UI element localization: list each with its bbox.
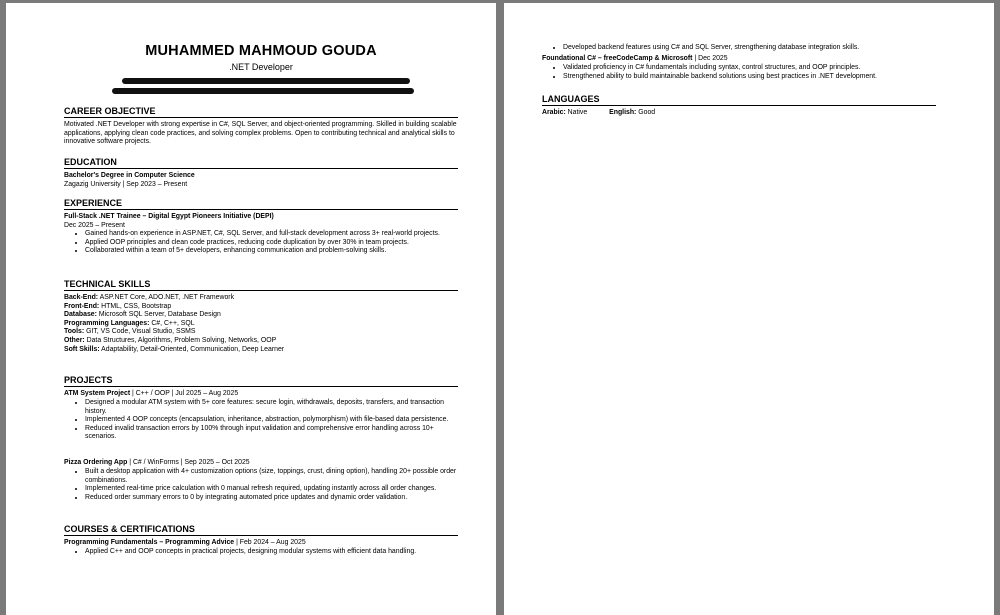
skill-label: Back-End:	[64, 294, 99, 301]
skill-label: Programming Languages:	[64, 319, 150, 327]
skill-value: Microsoft SQL Server, Database Design	[98, 311, 221, 319]
skill-label: Database:	[64, 311, 97, 319]
list-item: • Implemented 4 OOP concepts (encapsulation, inheritance, abstraction, polymorphism) with file-based data persistence.	[85, 416, 458, 425]
project-pizza-heading	[64, 459, 458, 468]
resume-page-2	[504, 3, 994, 615]
skill-label: Tools:	[64, 328, 85, 336]
section-courses-title: COURSES & CERTIFICATIONS	[64, 524, 458, 536]
skill-row	[64, 320, 458, 329]
redacted-contact-line-1	[122, 78, 410, 84]
language-value: Good	[638, 109, 656, 116]
skill-value: ASP.NET Core, ADO.NET, .NET Framework	[99, 294, 235, 301]
experience-role: Full-Stack .NET Trainee – Digital Egypt Pioneers Initiative (DEPI)	[64, 213, 274, 220]
project-pizza-bullets	[64, 468, 458, 502]
section-experience-title: EXPERIENCE	[64, 198, 458, 210]
course-csharp-heading	[542, 55, 936, 64]
career-objective-text: Motivated .NET Developer with strong expertise in C#, SQL Server, and object-oriented programming. Skilled in building scalable applications, applying clean code practices, and solving complex problems. Open to contributing technical and analytical skills to innovative software projects.	[64, 121, 457, 146]
language-value: Native	[567, 109, 588, 116]
list-item: • Reduced invalid transaction errors by 100% through input validation and comprehensive error handling across 10+ scenarios.	[85, 425, 458, 442]
section-languages-title: LANGUAGES	[542, 94, 936, 106]
language-label: English:	[609, 109, 637, 116]
project-atm-bullets	[64, 399, 458, 442]
course-csharp-name: Foundational C# – freeCodeCamp & Microsoft	[542, 55, 693, 62]
project-pizza-name: Pizza Ordering App	[64, 459, 128, 466]
list-item: • Built a desktop application with 4+ customization options (size, toppings, crust, dining option), handling 20+ possible order combinations.	[85, 468, 458, 485]
project-atm-heading	[64, 390, 458, 399]
section-technical-skills-title: TECHNICAL SKILLS	[64, 279, 458, 291]
list-item: • Applied OOP principles and clean code practices, reducing code duplication by over 30% in team projects.	[85, 239, 458, 248]
course-prog-bullets	[64, 548, 458, 557]
list-item: • Validated proficiency in C# fundamentals including syntax, control structures, and OOP principles.	[563, 64, 936, 73]
resume-page-1	[6, 3, 496, 615]
course-prog-heading	[64, 539, 458, 548]
course-csharp-bullets	[542, 64, 936, 81]
project-atm-name: ATM System Project	[64, 390, 131, 397]
section-career-objective-title: CAREER OBJECTIVE	[64, 106, 458, 118]
language-item	[542, 109, 597, 116]
project-pizza-meta: | C# / WinForms | Sep 2025 – Oct 2025	[129, 459, 250, 466]
list-item: • Collaborated within a team of 5+ developers, enhancing communication and problem-solving skills.	[85, 247, 458, 256]
list-item: • Gained hands-on experience in ASP.NET, C#, SQL Server, and full-stack development across 3+ real-world projects.	[85, 230, 458, 239]
list-item: • Strengthened ability to build maintainable backend solutions using best practices in .NET development.	[563, 73, 936, 82]
language-label: Arabic:	[542, 109, 566, 116]
section-education-title: EDUCATION	[64, 157, 458, 169]
skill-label: Front-End:	[64, 302, 100, 310]
project-atm-meta: | C++ / OOP | Jul 2025 – Aug 2025	[132, 390, 239, 397]
redacted-contact-line-2	[112, 88, 414, 94]
list-item: • Developed backend features using C# and SQL Server, strengthening database integration skills.	[563, 44, 936, 53]
skill-label: Other:	[64, 336, 85, 344]
education-detail: Zagazig University | Sep 2023 – Present	[64, 180, 188, 188]
course-csharp-meta: | Dec 2025	[694, 55, 728, 62]
skill-row	[64, 337, 458, 346]
candidate-name: MUHAMMED MAHMOUD GOUDA	[145, 43, 377, 59]
skill-label: Soft Skills:	[64, 345, 100, 353]
skill-value: Adaptability, Detail-Oriented, Communication, Deep Learner	[101, 345, 285, 353]
skill-row	[64, 311, 458, 320]
list-item: • Implemented real-time price calculation with 0 manual refresh required, updating instantly across all order changes.	[85, 485, 458, 494]
language-item	[609, 109, 665, 116]
course-prog-meta: | Feb 2024 – Aug 2025	[236, 539, 306, 546]
list-item: • Applied C++ and OOP concepts in practical projects, designing modular systems with efficient data handling.	[85, 548, 458, 557]
list-item: • Designed a modular ATM system with 5+ core features: secure login, withdrawals, deposits, transfers, and transaction history.	[85, 399, 458, 416]
skill-row	[64, 328, 458, 337]
skill-row	[64, 294, 458, 303]
skill-row	[64, 346, 458, 355]
course-prog-bullets-continued	[542, 44, 936, 53]
skill-value: GIT, VS Code, Visual Studio, SSMS	[86, 328, 196, 336]
list-item: • Reduced order summary errors to 0 by integrating automated price updates and dynamic order validation.	[85, 494, 458, 503]
skill-value: HTML, CSS, Bootstrap	[101, 302, 172, 310]
skill-value: C#, C++, SQL	[151, 319, 195, 327]
skill-value: Data Structures, Algorithms, Problem Solving, Networks, OOP	[86, 336, 277, 344]
skill-row	[64, 303, 458, 312]
course-prog-name: Programming Fundamentals – Programming Advice	[64, 539, 235, 546]
skills-list	[64, 294, 458, 354]
job-title: .NET Developer	[229, 62, 293, 72]
languages-list	[542, 109, 936, 118]
experience-bullets	[64, 230, 458, 256]
section-projects-title: PROJECTS	[64, 375, 458, 387]
experience-date: Dec 2025 – Present	[64, 221, 125, 229]
education-degree: Bachelor's Degree in Computer Science	[64, 172, 195, 179]
